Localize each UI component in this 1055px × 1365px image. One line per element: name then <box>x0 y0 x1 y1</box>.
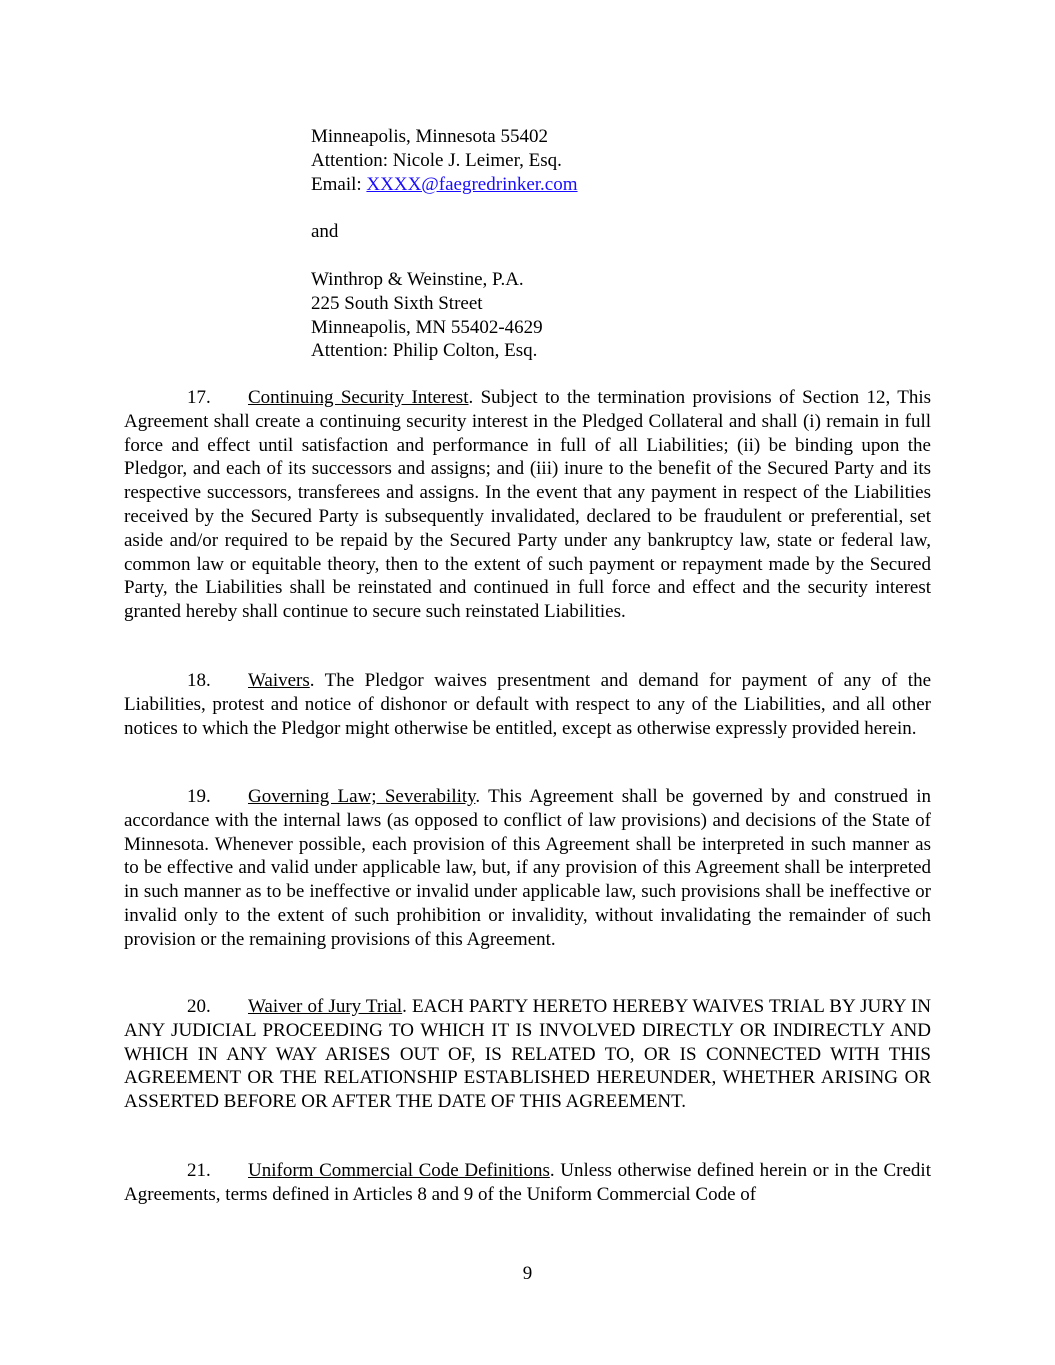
section-heading: Uniform Commercial Code Definitions <box>248 1160 550 1181</box>
section-18-waivers <box>124 669 931 740</box>
address-street: 225 South Sixth Street <box>311 292 483 314</box>
section-body: . Unless otherwise defined herein or in the Credit Agreements, terms defined in Articles 8 and 9 of the Uniform Commercial Code of <box>124 1160 931 1205</box>
conjunction-text: and <box>311 221 339 242</box>
section-heading: Governing Law; Severability <box>248 786 476 807</box>
address-email-line <box>311 173 951 197</box>
section-21-ucc-definitions <box>124 1159 931 1207</box>
address-block-faegre <box>311 125 951 196</box>
email-label: Email: <box>311 173 367 195</box>
section-body: . EACH PARTY HERETO HEREBY WAIVES TRIAL BY JURY IN ANY JUDICIAL PROCEEDING TO WHICH IT IS INVOLVED DIRECTLY OR INDIRECTLY AND WHICH IN ANY WAY ARISES OUT OF, IS RELATED TO, OR IS CONNECTED WITH THIS AGREEMENT OR THE RELATIONSHIP ESTABLISHED HEREUNDER, WHETHER ARISING OR ASSERTED BEFORE OR AFTER THE DATE OF THIS AGREEMENT. <box>124 996 931 1113</box>
section-17-continuing-security-interest <box>124 386 931 624</box>
address-firm: Winthrop & Weinstine, P.A. <box>311 269 524 290</box>
section-number: 20. <box>187 996 211 1017</box>
section-number: 18. <box>187 670 211 691</box>
address-conjunction <box>311 220 951 244</box>
page-number: 9 <box>522 1263 533 1284</box>
section-body: . This Agreement shall be governed by and construed in accordance with the internal laws (as opposed to conflict of law provisions) and decisions of the State of Minnesota. Whenever possible, each provision of this Agreement shall be interpreted in such manner as to be effective and valid under applicable law, but, if any provision of this Agreement shall be interpreted in such manner as to be ineffective or invalid under applicable law, such provisions shall be ineffective or invalid only to the extent of such prohibition or invalidity, without invalidating the remainder of such provision or the remaining provisions of this Agreement. <box>124 786 931 950</box>
section-heading: Continuing Security Interest <box>248 387 469 408</box>
email-link[interactable]: XXXX@faegredrinker.com <box>366 173 578 195</box>
address-city-line: Minneapolis, Minnesota 55402 <box>311 126 548 147</box>
address-city-line: Minneapolis, MN 55402-4629 <box>311 316 543 338</box>
section-heading: Waivers <box>248 670 310 691</box>
section-body: . The Pledgor waives presentment and demand for payment of any of the Liabilities, protest and notice of dishonor or default with respect to any of the Liabilities, and all other notices to which the Pledgor might otherwise be entitled, except as otherwise expressly provided herein. <box>124 670 931 739</box>
section-number: 17. <box>187 387 211 408</box>
address-attention: Attention: Nicole J. Leimer, Esq. <box>311 149 562 171</box>
address-block-winthrop <box>311 268 951 363</box>
section-number: 19. <box>187 786 211 807</box>
address-attention: Attention: Philip Colton, Esq. <box>311 340 538 362</box>
section-number: 21. <box>187 1160 211 1181</box>
section-body: . Subject to the termination provisions of Section 12, This Agreement shall create a continuing security interest in the Pledged Collateral and shall (i) remain in full force and effect until satisfaction and performance in full of all Liabilities; (ii) be binding upon the Pledgor, and each of its successors and assigns; and (iii) inure to the benefit of the Secured Party and its respective successors, transferees and assigns. In the event that any payment in respect of the Liabilities received by the Secured Party is subsequently invalidated, declared to be fraudulent or preferential, set aside and/or required to be repaid by the Secured Party under any bankruptcy law, state or federal law, common law or equitable theory, then to the extent of such payment or repayment made by the Secured Party, the Liabilities shall be reinstated and continued in full force and effect and the security interest granted hereby shall continue to secure such reinstated Liabilities. <box>124 387 931 623</box>
section-20-waiver-of-jury-trial <box>124 995 931 1114</box>
section-19-governing-law <box>124 785 931 952</box>
section-heading: Waiver of Jury Trial <box>248 996 403 1017</box>
